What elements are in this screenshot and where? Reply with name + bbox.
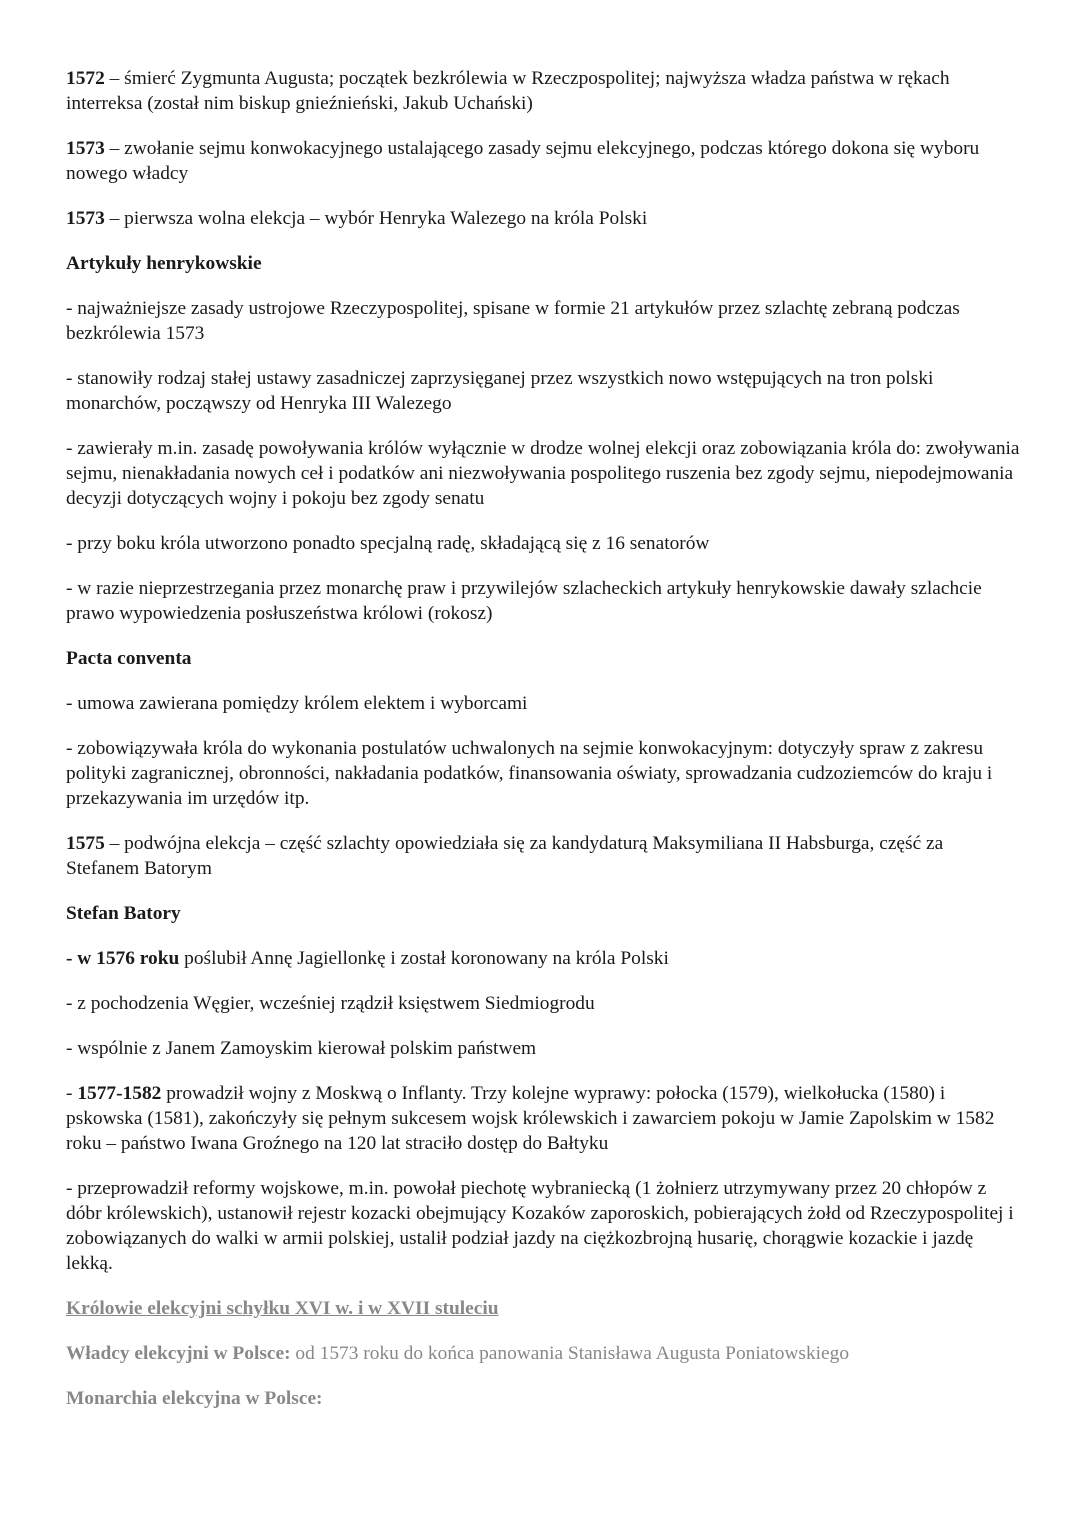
artykuly-item-4: - przy boku króla utworzono ponadto specjalną radę, składającą się z 16 senatorów xyxy=(66,533,710,554)
paragraph-1573-elekcja: 1573 – pierwsza wolna elekcja – wybór Henryka Walezego na króla Polski xyxy=(66,208,648,229)
heading-artykuly: Artykuły henrykowskie xyxy=(66,253,262,274)
batory-item-5: - przeprowadził reformy wojskowe, m.in. powołał piechotę wybraniecką (1 żołnierz utrzymywany przez 20 chłopów z dóbr królewskich), ustanowił rejestr kozacki obejmujący Kozaków zaporoskich, pobierających żołd od Rzeczypospolitej i zobowiązanych do walki w armii polskiej, ustalił podział jazdy na ciężkozbrojną husarię, chorągwie kozackie i jazdę lekką. xyxy=(66,1178,1014,1274)
paragraph-1575: 1575 – podwójna elekcja – część szlachty opowiedziała się za kandydaturą Maksymiliana II Habsburga, część za Stefanem Batorym xyxy=(66,833,944,879)
batory-item-1: - w 1576 roku poślubił Annę Jagiellonkę i został koronowany na króla Polski xyxy=(66,948,669,969)
artykuly-item-5: - w razie nieprzestrzegania przez monarchę praw i przywilejów szlacheckich artykuły henrykowskie dawały szlachcie prawo wypowiedzenia posłuszeństwa królowi (rokosz) xyxy=(66,578,982,624)
paragraph-1572: 1572 – śmierć Zygmunta Augusta; początek bezkrólewia w Rzeczpospolitej; najwyższa władza państwa w rękach interreksa (został nim biskup gnieźnieński, Jakub Uchański) xyxy=(66,68,950,114)
pacta-item-2: - zobowiązywała króla do wykonania postulatów uchwalonych na sejmie konwokacyjnym: dotyczyły spraw z zakresu polityki zagranicznej, obronności, nakładania podatków, finansowania oświaty, sprowadzania cudzoziemców do kraju i przekazywania im urzędów itp. xyxy=(66,738,993,809)
heading-pacta: Pacta conventa xyxy=(66,648,192,669)
year-1573-b: 1573 xyxy=(66,208,105,229)
paragraph-wladcy-elekcyjni: Władcy elekcyjni w Polsce: od 1573 roku do końca panowania Stanisława Augusta Poniatowskiego xyxy=(66,1343,850,1364)
pacta-item-1: - umowa zawierana pomiędzy królem elektem i wyborcami xyxy=(66,693,528,714)
paragraph-1573-sejm: 1573 – zwołanie sejmu konwokacyjnego ustalającego zasady sejmu elekcyjnego, podczas którego dokona się wyboru nowego władcy xyxy=(66,138,980,184)
year-1575: 1575 xyxy=(66,833,105,854)
year-1573: 1573 xyxy=(66,138,105,159)
link-krolowie-elekcyjni[interactable]: Królowie elekcyjni schyłku XVI w. i w XVII stuleciu xyxy=(66,1298,499,1319)
heading-monarchia-elekcyjna: Monarchia elekcyjna w Polsce: xyxy=(66,1388,323,1409)
artykuly-item-1: - najważniejsze zasady ustrojowe Rzeczypospolitej, spisane w formie 21 artykułów przez szlachtę zebraną podczas bezkrólewia 1573 xyxy=(66,298,960,344)
batory-item-4: - 1577-1582 prowadził wojny z Moskwą o Inflanty. Trzy kolejne wyprawy: połocka (1579), wielkołucka (1580) i pskowska (1581), zakończyły się pełnym sukcesem wojsk królewskich i zawarciem pokoju w Jamie Zapolskim w 1582 roku – państwo Iwana Groźnego na 120 lat straciło dostęp do Bałtyku xyxy=(66,1083,995,1154)
artykuly-item-3: - zawierały m.in. zasadę powoływania królów wyłącznie w drodze wolnej elekcji oraz zobowiązania króla do: zwoływania sejmu, nienakładania nowych ceł i podatków ani niezwoływania pospolitego ruszenia bez zgody sejmu, niepodejmowania decyzji dotyczących wojny i pokoju bez zgody senatu xyxy=(66,438,1020,509)
year-1572: 1572 xyxy=(66,68,105,89)
heading-batory: Stefan Batory xyxy=(66,903,181,924)
artykuly-item-2: - stanowiły rodzaj stałej ustawy zasadniczej zaprzysięganej przez wszystkich nowo wstępujących na tron polski monarchów, począwszy od Henryka III Walezego xyxy=(66,368,934,414)
batory-item-3: - wspólnie z Janem Zamoyskim kierował polskim państwem xyxy=(66,1038,537,1059)
batory-item-2: - z pochodzenia Węgier, wcześniej rządził księstwem Siedmiogrodu xyxy=(66,993,595,1014)
